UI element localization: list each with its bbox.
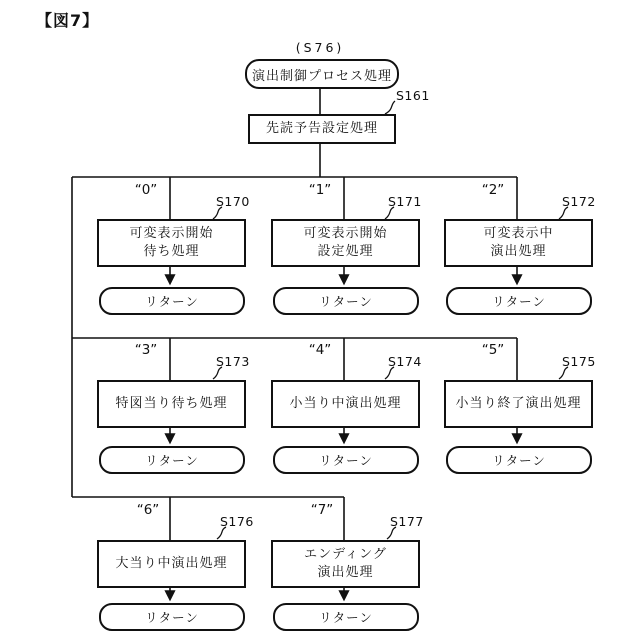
process-box-s175: 小当り終了演出処理 [444, 380, 593, 428]
start-terminal: 演出制御プロセス処理 [245, 59, 399, 89]
step-id-s175: S175 [562, 354, 596, 369]
process-box-s161: 先読予告設定処理 [248, 114, 396, 144]
step-id-s171: S171 [388, 194, 422, 209]
process-box-s172: 可変表示中 演出処理 [444, 219, 593, 267]
return-terminal-6: リターン [99, 603, 245, 631]
step-id-s176: S176 [220, 514, 254, 529]
step-id-s161: S161 [396, 88, 430, 103]
return-terminal-7: リターン [273, 603, 419, 631]
process-box-s177: エンディング 演出処理 [271, 540, 420, 588]
case-label-2: “2” [481, 182, 505, 198]
process-box-s176: 大当り中演出処理 [97, 540, 246, 588]
return-terminal-0: リターン [99, 287, 245, 315]
case-label-3: “3” [134, 342, 158, 358]
step-id-s177: S177 [390, 514, 424, 529]
step-id-s173: S173 [216, 354, 250, 369]
return-terminal-2: リターン [446, 287, 592, 315]
start-step-label: (S76) [295, 40, 345, 55]
figure-title: 【図7】 [36, 11, 100, 30]
process-box-s170: 可変表示開始 待ち処理 [97, 219, 246, 267]
step-id-s172: S172 [562, 194, 596, 209]
case-label-1: “1” [308, 182, 332, 198]
case-label-6: “6” [136, 502, 160, 518]
step-id-s174: S174 [388, 354, 422, 369]
case-label-7: “7” [310, 502, 334, 518]
case-label-5: “5” [481, 342, 505, 358]
return-terminal-3: リターン [99, 446, 245, 474]
return-terminal-1: リターン [273, 287, 419, 315]
return-terminal-5: リターン [446, 446, 592, 474]
process-box-s174: 小当り中演出処理 [271, 380, 420, 428]
process-box-s173: 特図当り待ち処理 [97, 380, 246, 428]
case-label-0: “0” [134, 182, 158, 198]
process-box-s171: 可変表示開始 設定処理 [271, 219, 420, 267]
case-label-4: “4” [308, 342, 332, 358]
return-terminal-4: リターン [273, 446, 419, 474]
step-id-s170: S170 [216, 194, 250, 209]
